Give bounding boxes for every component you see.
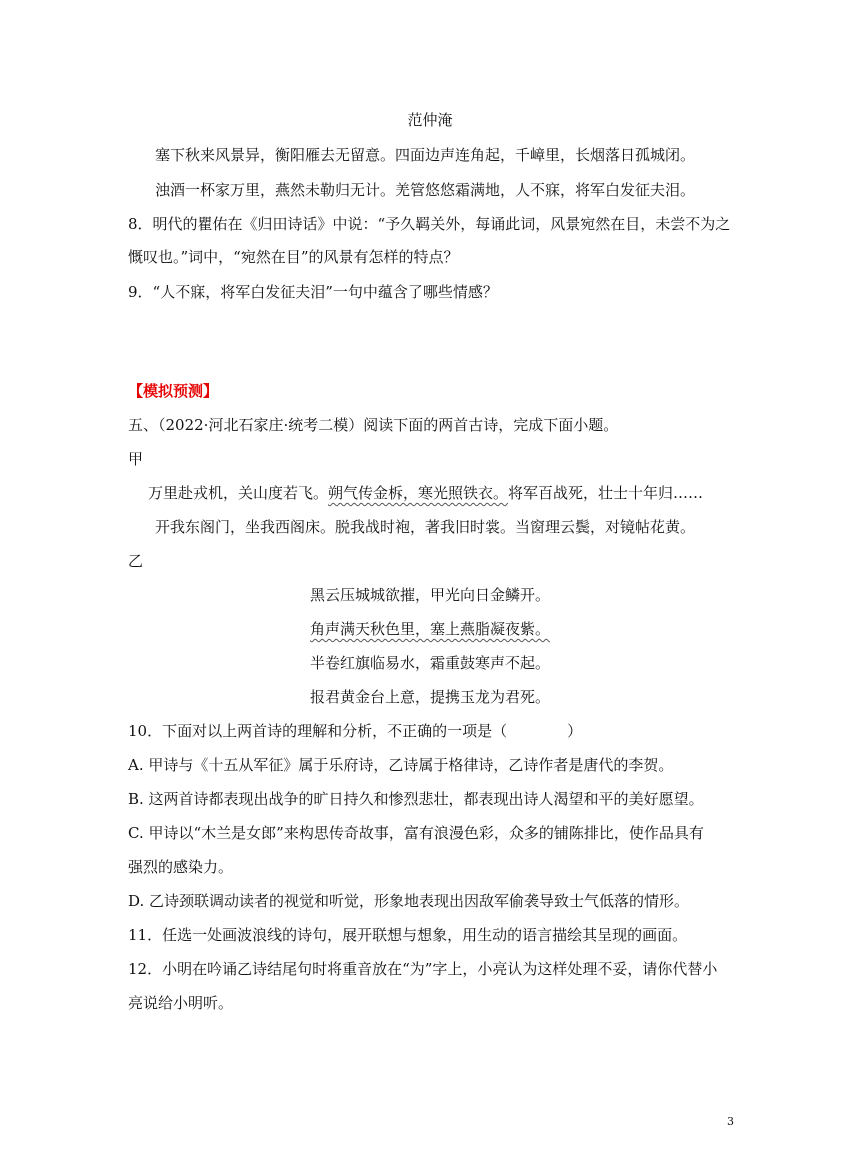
question-12-continued: 亮说给小明听。 <box>128 994 234 1012</box>
jia-wavy-line: 朔气传金柝，寒光照铁衣。 <box>328 484 509 502</box>
question-11: 11．任选一处画波浪线的诗句，展开联想与想象，用生动的语言描绘其呈现的画面。 <box>128 926 688 944</box>
question-8: 8．明代的瞿佑在《归田诗话》中说：“予久羁关外，每诵此词，风景宛然在目，未尝不为之 <box>128 215 731 233</box>
jia-line-1 <box>148 483 703 503</box>
yi-line-1: 黑云压城城欲摧，甲光向日金鳞开。 <box>310 586 551 604</box>
poem-line: 浊酒一杯家万里，燕然未勒归无计。羌管悠悠霜满地，人不寐，将军白发征夫泪。 <box>155 181 696 199</box>
yi-line-3: 半卷红旗临易水，霜重鼓寒声不起。 <box>310 654 551 672</box>
option-a: A. 甲诗与《十五从军征》属于乐府诗，乙诗属于格律诗，乙诗作者是唐代的李贺。 <box>128 756 674 774</box>
yi-wavy-line: 角声满天秋色里，塞上燕脂凝夜紫。 <box>310 620 551 638</box>
question-10: 10．下面对以上两首诗的理解和分析，不正确的一项是（ ） <box>128 722 583 740</box>
section-heading: 【模拟预测】 <box>128 382 219 400</box>
poem-label-jia: 甲 <box>128 450 144 468</box>
jia-line-1-end: 将军百战死，壮士十年归…… <box>508 484 704 502</box>
jia-line-1-start: 万里赴戎机，关山度若飞。 <box>148 484 329 502</box>
option-d: D. 乙诗颈联调动读者的视觉和听觉，形象地表现出因敌军偷袭导致士气低落的情形。 <box>128 892 690 910</box>
poem-label-yi: 乙 <box>128 552 144 570</box>
jia-line-2: 开我东阁门，坐我西阁床。脱我战时袍，著我旧时裳。当窗理云鬓，对镜帖花黄。 <box>155 518 696 536</box>
option-c: C. 甲诗以“木兰是女郎”来构思传奇故事，富有浪漫色彩，众多的铺陈排比，使作品具有 <box>128 824 704 842</box>
option-b: B. 这两首诗都表现出战争的旷日持久和惨烈悲壮，都表现出诗人渴望和平的美好愿望。 <box>128 790 704 808</box>
yi-line-4: 报君黄金台上意，提携玉龙为君死。 <box>310 688 551 706</box>
option-c-continued: 强烈的感染力。 <box>128 858 234 876</box>
poem-line: 塞下秋来风景异，衡阳雁去无留意。四面边声连角起，千嶂里，长烟落日孤城闭。 <box>155 146 696 164</box>
question-12: 12．小明在吟诵乙诗结尾句时将重音放在“为”字上，小亮认为这样处理不妥，请你代替小 <box>128 960 718 978</box>
question-9: 9．“人不寐，将军白发征夫泪”一句中蕴含了哪些情感？ <box>128 283 498 301</box>
question-8-continued: 慨叹也。”词中，“宛然在目”的风景有怎样的特点？ <box>128 248 459 266</box>
poem-author: 范仲淹 <box>407 111 453 129</box>
page-number: 3 <box>727 1115 734 1128</box>
section-intro: 五、（2022·河北石家庄·统考二模）阅读下面的两首古诗，完成下面小题。 <box>128 416 619 434</box>
